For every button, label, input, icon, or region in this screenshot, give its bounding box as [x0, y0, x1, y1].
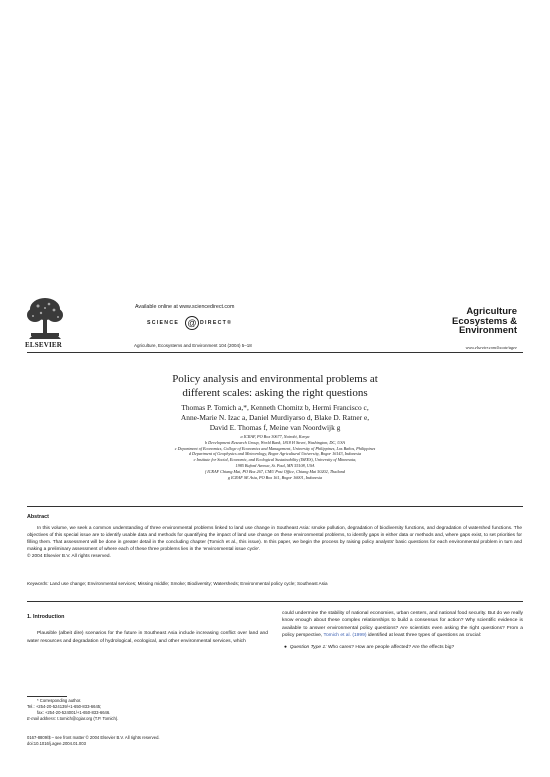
email-address-link[interactable]: t.tomich@cgiar.org (T.P. Tomich). — [57, 715, 119, 721]
abstract-top-rule — [27, 506, 523, 507]
title-line: different scales: asking the right questions — [182, 386, 368, 399]
page-footer — [27, 735, 327, 747]
keywords-label: Keywords: — [27, 581, 49, 586]
citation-link[interactable]: Tomich et al. (1999) — [323, 632, 367, 638]
title-line: Policy analysis and environmental problems at — [172, 373, 378, 385]
intro-paragraph-continued — [282, 610, 523, 639]
affiliation: f ICRAF Chiang Mai, PO Box 267, CMU Post Office, Chiang Mai 50202, Thailand — [205, 468, 345, 474]
abstract-bottom-rule — [27, 601, 523, 602]
sd-logo-left-word: SCIENCE — [147, 320, 180, 326]
journal-title-line: Agriculture — [466, 306, 517, 317]
affiliation: a ICRAF, PO Box 30677, Nairobi, Kenya — [240, 434, 310, 439]
journal-title-line: Ecosystems & — [452, 315, 517, 327]
issn-line: 0167-8809/$ – see front matter © 2004 Elsevier B.V. All rights reserved. — [27, 735, 160, 740]
intro-text: could undermine the stability of national economies, urban centers, and national food security. But do we really know enough about these complex relationships to build a consensus for action? Why scientific evidence is available to answer environmental policy questions? Are scientists even asking the right questions? From a policy perspective, — [282, 611, 523, 638]
affiliations — [30, 434, 520, 480]
keywords-list: Land use change; Environmental services; Missing middle; Smoke; Biodiversity; Watersheds; Environmental policy cycle; Southeast Asia — [49, 581, 328, 586]
intro-paragraph: Plausible (albeit dire) scenarios for the future in Southeast Asia include increasing conflict over land and water resources and degradation of hydrological, ecological, and other environmental services, which — [27, 631, 268, 644]
footnote-fax: fax: +254-20-524001/+1-650-833-6646. — [37, 709, 111, 715]
question-list-item — [282, 644, 523, 651]
affiliation: d Department of Geophysics and Meteorology, Bogor Agricultural University, Bogor 16143, Indonesia — [188, 451, 362, 457]
doi-line[interactable]: doi:10.1016/j.agee.2004.01.003 — [27, 741, 86, 746]
email-label: E-mail address: — [27, 715, 57, 721]
article-title — [30, 373, 520, 400]
affiliation: b Development Research Group, World Bank, 1818 H Street, Washington, DC, USA — [205, 439, 345, 445]
abstract-heading: Abstract — [27, 514, 49, 520]
section-heading: 1. Introduction — [27, 614, 65, 620]
corresponding-footnote — [27, 698, 268, 722]
question-text: Who cares? How are people affected? Are the effects big? — [327, 645, 455, 650]
elsevier-tree-logo-icon — [25, 295, 65, 341]
sd-logo-at-icon: @ — [185, 316, 199, 330]
publisher-name: ELSEVIER — [25, 341, 63, 349]
intro-left-column — [27, 614, 268, 645]
abstract-text: In this volume, we seek a common understanding of three environmental problems linked to land use change in Southeast Asia: smoke pollution, degradation of biodiversity functions, and degradation of watershed functions. The objectives of this special issue are to identify usable data and methods for quantifying the impact of land use change on these environmental problems, to identify gaps in either data or methods and, where gaps exist, to set priorities for filling them. That assessment will be done in greater detail in the concluding chapter (Tomich et al., this issue). In this paper, we begin the process by raising policy analysts' basic questions for each environmental problem in turn and making a preliminary assessment of where each of these three problems lies in the ‘environmental issue cycle’. — [27, 526, 522, 552]
header-rule — [27, 352, 523, 353]
journal-citation: Agriculture, Ecosystems and Environment 104 (2004) 5–18 — [134, 343, 252, 348]
question-type-label: Question Type 1: — [289, 645, 327, 650]
affiliation: e Institute for Social, Economic, and Ecological Sustainability (ISEES), University of Minnesota, — [193, 457, 357, 463]
footnote-tel: Tel.: +254-20-524139/+1-650-833-6645; — [27, 703, 102, 709]
sciencedirect-logo — [147, 316, 257, 330]
journal-title-line: Environment — [458, 325, 517, 337]
intro-right-column — [282, 610, 523, 651]
author-list — [30, 403, 520, 434]
abstract-copyright: © 2004 Elsevier B.V. All rights reserved. — [27, 554, 111, 559]
journal-title — [407, 307, 517, 336]
keywords — [27, 581, 522, 588]
footnote-rule — [27, 696, 67, 697]
author-line: Anne-Marie N. Izac a, Daniel Murdiyarso d, Blake D. Ratner e, — [180, 413, 370, 423]
abstract-body — [27, 525, 522, 560]
bullet-icon: ● — [284, 645, 289, 650]
affiliation: c Department of Economics, College of Economics and Management, University of Philippines, Los Baños, Philippines — [174, 445, 376, 451]
intro-text: identified at least three types of questions as crucial: — [367, 632, 482, 638]
sd-logo-right-word: DIRECT® — [200, 320, 233, 326]
author-line: Thomas P. Tomich a,*, Kenneth Chomitz b, Hermi Francisco c, — [181, 403, 369, 412]
affiliation: g ICRAF SE Asia, PO Box 161, Bogor 16001, Indonesia — [227, 474, 323, 480]
journal-url-link[interactable]: www.elsevier.com/locate/agee — [465, 345, 517, 350]
footnote-email — [27, 716, 268, 722]
footnote-corresponding: * Corresponding author. — [37, 698, 82, 703]
available-online-text: Available online at www.sciencedirect.com — [135, 304, 235, 310]
affiliation: 1985 Buford Avenue, St. Paul, MN 55108, USA — [235, 462, 315, 468]
author-line: David E. Thomas f, Meine van Noordwijk g — [209, 423, 341, 433]
